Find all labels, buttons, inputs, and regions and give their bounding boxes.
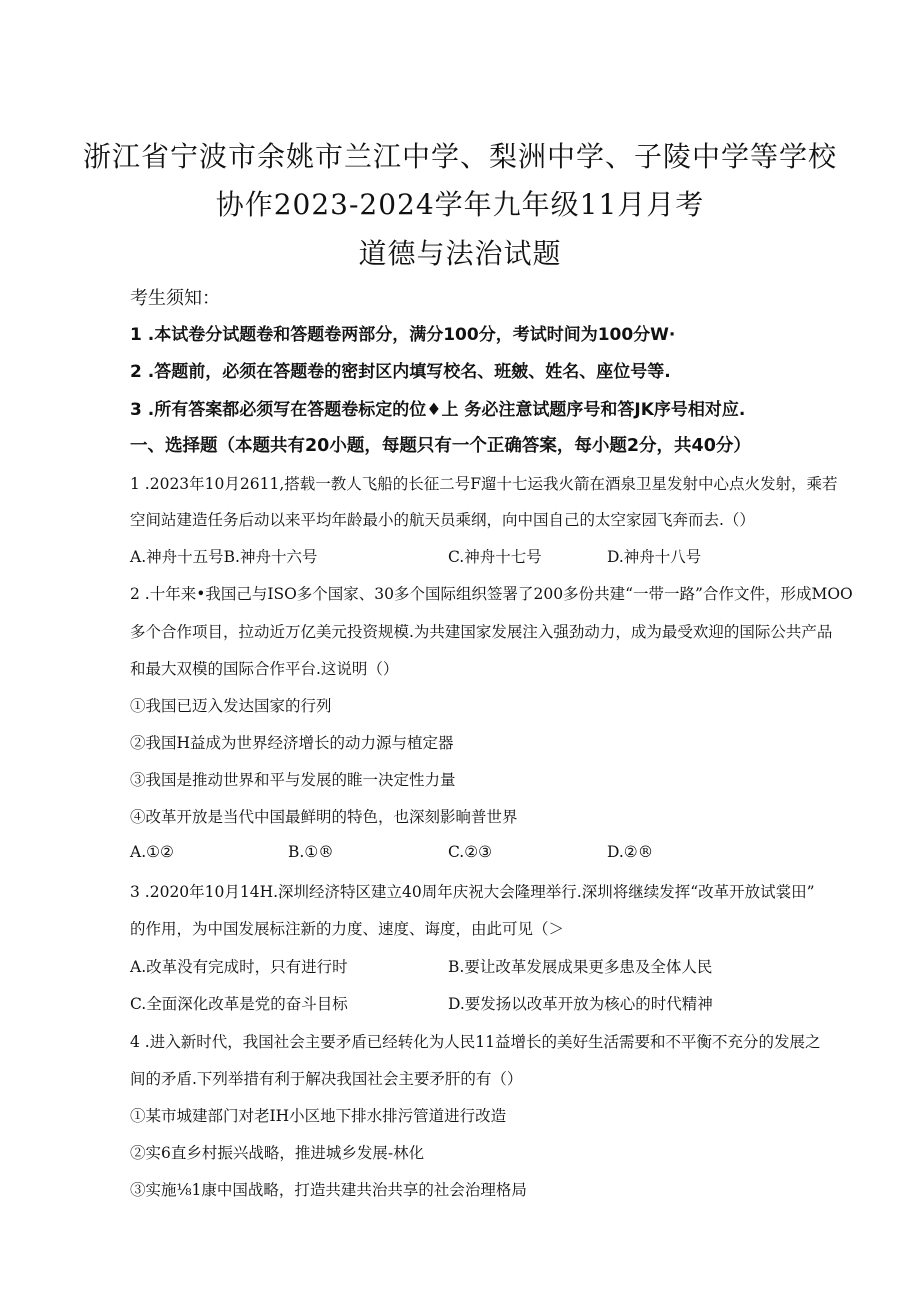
question-3-line-1: 3 .2020年10月14H.深圳经济特区建立40周年庆祝大会隆理举行.深圳将继续发挥“改革开放试裳田” bbox=[130, 883, 815, 901]
question-4-line-1: 4 .进入新时代，我国社会主要矛盾已经转化为人民11益增长的美好生活需要和不平衡不充分的发展之 bbox=[130, 1033, 821, 1051]
question-1-line-2: 空间站建造任务后动以来平均年龄最小的航天员乘纲，向中国自己的太空家园飞奔而去.（） bbox=[130, 511, 755, 529]
question-2-option-c: C.②③ bbox=[448, 843, 493, 861]
notice-item-3: 3 .所有答案都必须写在答题卷标定的位♦上 务必注意试题序号和答JK序号相对应. bbox=[130, 400, 746, 420]
question-3-option-a: A.改革没有完成时，只有进行时 bbox=[130, 958, 348, 976]
question-2-statement-2: ②我国H益成为世界经济增长的动力源与植定器 bbox=[130, 734, 454, 752]
notice-item-2: 2 .答题前，必须在答题卷的密封区内填写校名、班皴、姓名、座位号等. bbox=[130, 362, 671, 382]
question-2-option-d: D.②® bbox=[607, 843, 654, 861]
question-4-line-2: 间的矛盾.下列举措有利于解决我国社会主要矛肝的有（） bbox=[130, 1070, 523, 1088]
question-2-option-b: B.①® bbox=[288, 843, 334, 861]
question-2-line-1: 2 .十年来•我国己与ISO多个国家、30多个国际组织签署了200多份共建“一带一路”合作文件，形成MOO bbox=[130, 585, 853, 603]
question-2-line-2: 多个合作项目，拉动近万亿美元投资规模.为共建国家发展注入强劲动力，成为最受欢迎的国际公共产品 bbox=[130, 623, 833, 641]
question-3-option-b: B.要让改革发展成果更多患及全体人民 bbox=[448, 958, 713, 976]
question-2-line-3: 和最大双模的国际合作平台.这说明（） bbox=[130, 660, 399, 678]
question-3-option-d: D.要发扬以改革开放为核心的时代精神 bbox=[448, 995, 713, 1013]
question-3-option-c: C.全面深化改革是党的奋斗目标 bbox=[130, 995, 348, 1013]
question-1-option-ab: A.神舟十五号B.神舟十六号 bbox=[130, 548, 318, 566]
question-1-option-d: D.神舟十八号 bbox=[607, 548, 702, 566]
question-2-option-a: A.①② bbox=[130, 843, 174, 861]
notice-item-1: 1 .本试卷分试题卷和答题卷两部分，满分100分，考试时间为100分W· bbox=[130, 325, 676, 345]
question-1-option-c: C.神舟十七号 bbox=[448, 548, 542, 566]
section-heading: 一、选择题（本题共有20小题，每题只有一个正确答案，每小题2分，共40分） bbox=[130, 436, 751, 456]
doc-title-line1: 浙江省宁波市余姚市兰江中学、梨洲中学、子陵中学等学校 bbox=[82, 140, 837, 173]
question-2-statement-3: ③我国是推动世界和平与发展的睢一决定性力量 bbox=[130, 771, 456, 789]
question-4-statement-1: ①某市城建部门对老IH小区地下排水排污管道进行改造 bbox=[130, 1107, 507, 1125]
doc-title-line2: 协作2023-2024学年九年级11月月考 bbox=[215, 188, 705, 221]
notice-heading: 考生须知： bbox=[130, 288, 220, 309]
question-2-statement-1: ①我国已迈入发达国家的行列 bbox=[130, 697, 332, 715]
question-4-statement-3: ③实施⅛1康中国战略，打造共建共治共享的社会治理格局 bbox=[130, 1181, 527, 1199]
doc-title-line3: 道德与法治试题 bbox=[358, 237, 562, 270]
question-3-line-2: 的作用，为中国发展标注新的力度、速度、诲度，由此可见（＞ bbox=[130, 920, 565, 938]
question-1-line-1: 1 .2023年10月2611,搭载一教人飞船的长征二号F遛十七运我火箭在酒泉卫星发射中心点火发射，乘若 bbox=[130, 475, 838, 493]
question-2-statement-4: ④改革开放是当代中国最鲜明的特色，也深刻影晌普世界 bbox=[130, 808, 518, 826]
question-4-statement-2: ②实6直乡村振兴战略，推进城乡发展-林化 bbox=[130, 1144, 425, 1162]
